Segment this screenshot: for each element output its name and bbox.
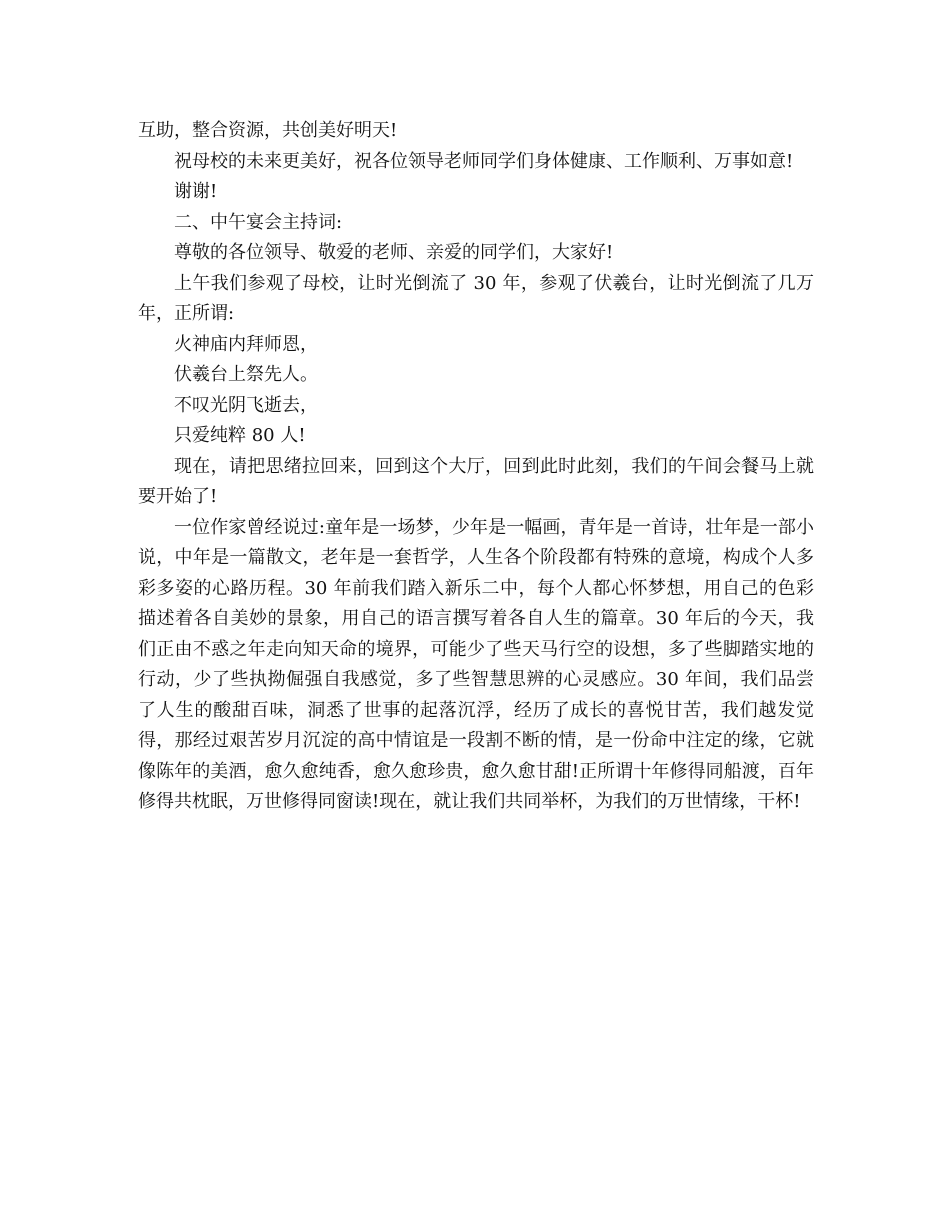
- paragraph-morning-visit: 上午我们参观了母校，让时光倒流了 30 年，参观了伏羲台，让时光倒流了几万年，正所谓:: [138, 272, 814, 324]
- paragraph-wishes: 祝母校的未来更美好，祝各位领导老师同学们身体健康、工作顺利、万事如意!: [174, 150, 794, 172]
- paragraph-greeting: 尊敬的各位领导、敬爱的老师、亲爱的同学们，大家好!: [174, 242, 614, 263]
- poem-line-2: 伏羲台上祭先人。: [174, 364, 318, 385]
- poem-line-4: 只爱纯粹 80 人!: [174, 425, 306, 446]
- paragraph-toast: 一位作家曾经说过:童年是一场梦，少年是一幅画，青年是一首诗，壮年是一部小说，中年是一篇散文，老年是一套哲学，人生各个阶段都有特殊的意境，构成个人多彩多姿的心路历程。30 年前我们踏入新乐二中，每个人都心怀梦想，用自己的色彩描述着各自美妙的景象，用自己的语言撰写着各自人生的篇章。30 年后的今天，我们正由不惑之年走向知天命的境界，可能少了些天马行空的设想，多了些脚踏实地的行动，少了些执拗倔强自我感觉，多了些智慧思辨的心灵感应。30 年间，我们品尝了人生的酸甜百味，洞悉了世事的起落沉浮，经历了成长的喜悦甘苦，我们越发觉得，那经过艰苦岁月沉淀的高中情谊是一段割不断的情，是一份命中注定的缘，它就像陈年的美酒，愈久愈纯香，愈久愈珍贵，愈久愈甘甜!正所谓十年修得同船渡，百年修得共枕眠，万世修得同窗读!现在，就让我们共同举杯，为我们的万世情缘，干杯!: [138, 516, 814, 812]
- poem-line-1: 火神庙内拜师恩，: [174, 333, 318, 355]
- paragraph-return-to-hall: 现在，请把思绪拉回来，回到这个大厅，回到此时此刻，我们的午间会餐马上就要开始了!: [138, 455, 814, 507]
- poem-line-3: 不叹光阴飞逝去，: [174, 394, 318, 416]
- section-heading-lunch-host: 二、中午宴会主持词:: [174, 211, 343, 233]
- document-body: [138, 116, 814, 818]
- paragraph-thanks: 谢谢!: [174, 181, 218, 202]
- paragraph-continued: 互助，整合资源，共创美好明天!: [138, 120, 398, 141]
